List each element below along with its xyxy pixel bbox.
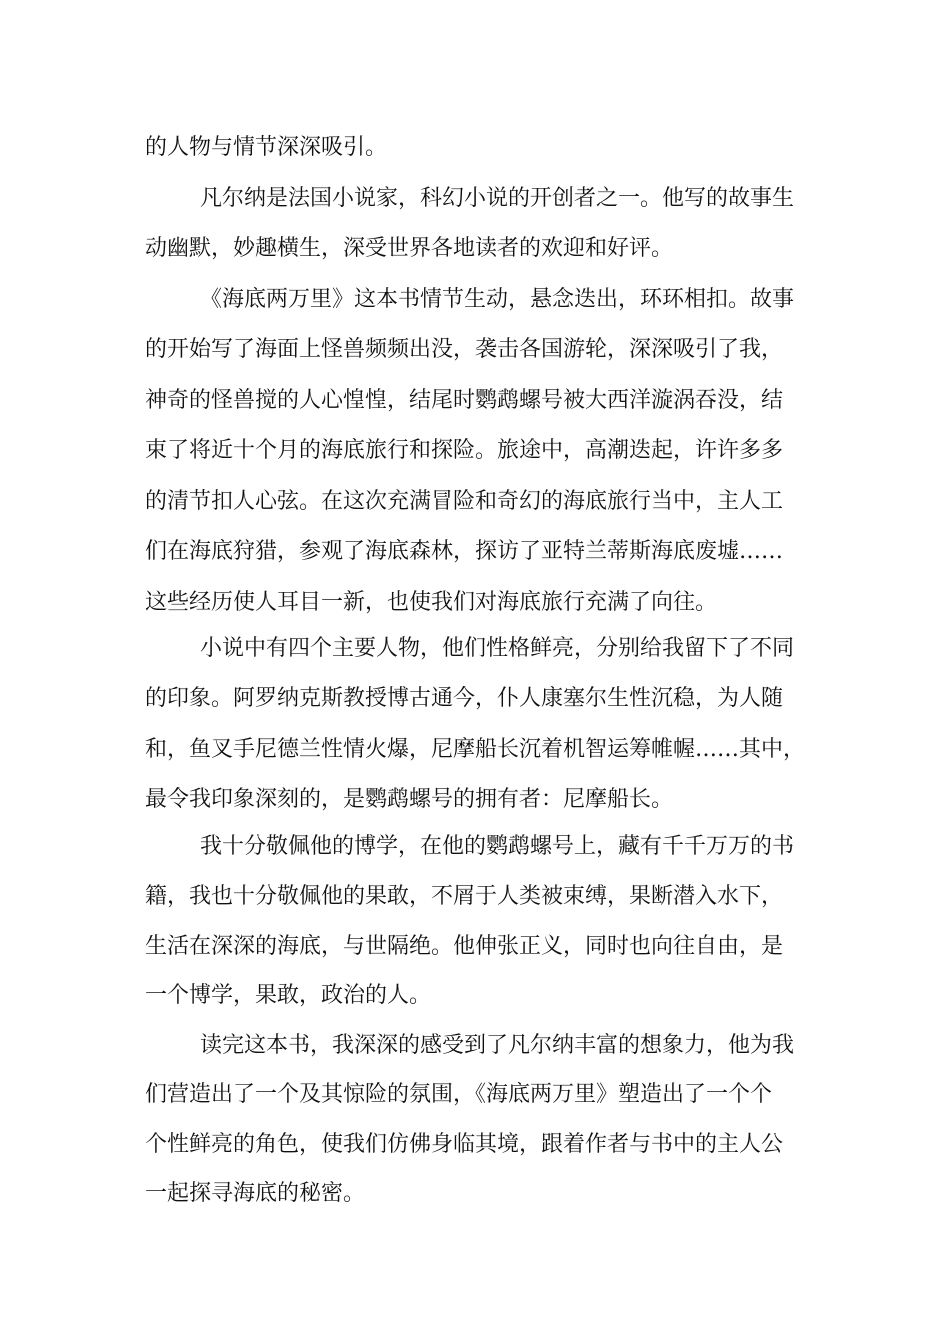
text-line: 动幽默，妙趣横生，深受世界各地读者的欢迎和好评。 bbox=[145, 236, 674, 261]
text-line: 籍，我也十分敬佩他的果敢，不屑于人类被束缚，果断潜入水下， bbox=[145, 884, 784, 909]
text-line: 的人物与情节深深吸引。 bbox=[145, 135, 388, 160]
text-line: 神奇的怪兽搅的人心惶惶，结尾时鹦鹉螺号被大西洋漩涡吞没，结 bbox=[145, 388, 784, 413]
text-line: 这些经历使人耳目一新，也使我们对海底旅行充满了向往。 bbox=[145, 590, 718, 615]
text-line: 生活在深深的海底，与世隔绝。他伸张正义，同时也向往自由，是 bbox=[145, 934, 784, 959]
text-line: 读完这本书，我深深的感受到了凡尔纳丰富的想象力，他为我 bbox=[200, 1033, 795, 1058]
text-line: 一个博学，果敢，政治的人。 bbox=[145, 983, 432, 1008]
text-line: 《海底两万里》这本书情节生动，悬念迭出，环环相扣。故事 bbox=[200, 287, 795, 312]
text-line: 一起探寻海底的秘密。 bbox=[145, 1181, 366, 1206]
text-line: 小说中有四个主要人物，他们性格鲜亮，分别给我留下了不同 bbox=[200, 636, 795, 661]
text-line: 束了将近十个月的海底旅行和探险。旅途中，高潮迭起，许许多多 bbox=[145, 438, 784, 463]
text-line: 个性鲜亮的角色，使我们仿佛身临其境，跟着作者与书中的主人公 bbox=[145, 1132, 784, 1157]
text-line: 凡尔纳是法国小说家，科幻小说的开创者之一。他写的故事生 bbox=[200, 186, 795, 211]
text-line: 最令我印象深刻的，是鹦鹉螺号的拥有者：尼摩船长。 bbox=[145, 787, 674, 812]
text-line: 和，鱼叉手尼德兰性情火爆，尼摩船长沉着机智运筹帷幄……其中， bbox=[145, 737, 806, 762]
text-line: 们在海底狩猎，参观了海底森林，探访了亚特兰蒂斯海底废墟…… bbox=[145, 539, 784, 564]
text-line: 的印象。阿罗纳克斯教授博古通今，仆人康塞尔生性沉稳，为人随 bbox=[145, 686, 784, 711]
text-line: 我十分敬佩他的博学，在他的鹦鹉螺号上，藏有千千万万的书 bbox=[200, 834, 795, 859]
text-line: 的开始写了海面上怪兽频频出没，袭击各国游轮，深深吸引了我， bbox=[145, 337, 784, 362]
text-line: 们营造出了一个及其惊险的氛围，《海底两万里》塑造出了一个个 bbox=[145, 1082, 773, 1107]
text-line: 的清节扣人心弦。在这次充满冒险和奇幻的海底旅行当中，主人工 bbox=[145, 489, 784, 514]
